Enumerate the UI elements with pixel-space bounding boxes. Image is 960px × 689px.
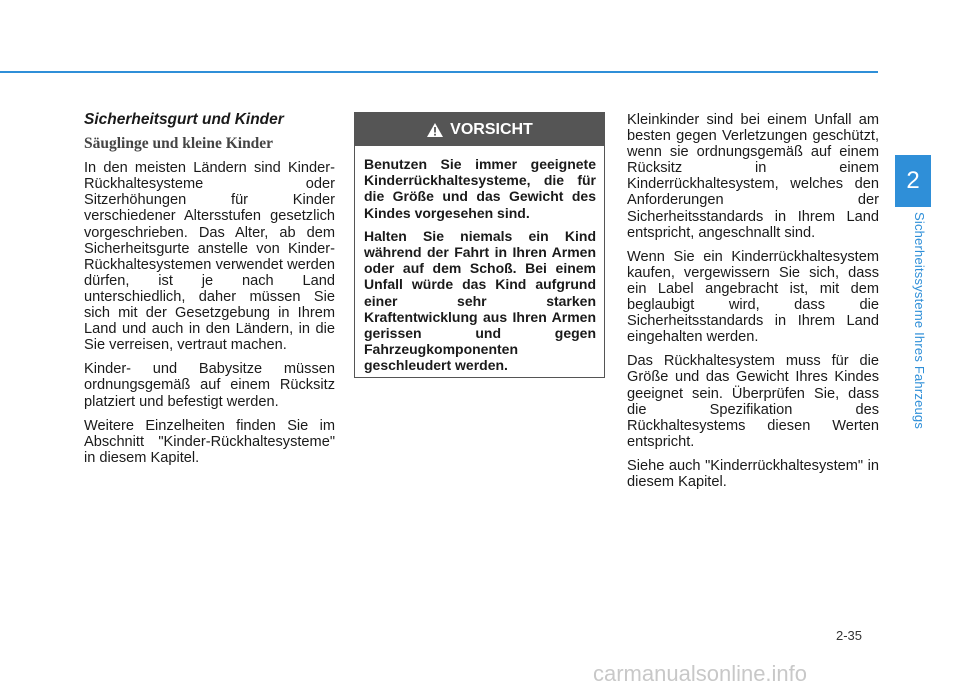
right-paragraph-2: Wenn Sie ein Kinderrückhaltesystem kaufen, vergewissern Sie sich, dass ein Label angebracht ist, mit dem beglaubigt wird, dass die Sicherheitsstandards in Ihrem Land eingehalten werden. [627, 248, 879, 346]
left-paragraph-1: In den meisten Ländern sind Kinder-Rückhaltesysteme oder Sitzerhöhungen für Kinder verschiedener Altersstufen gesetzlich vorgeschrieben. Das Alter, ab dem Sicherheitsgurte anstelle von Kinder-Rückhaltesystemen verwendet werden dürfen, ist je nach Land unterschiedlich, daher müssen Sie sich mit der Gesetzgebung in Ihrem Land und auch in den Ländern, in die Sie verreisen, vertraut machen. [84, 160, 335, 354]
caution-title: VORSICHT [450, 120, 533, 138]
chapter-number-tab: 2 [895, 155, 931, 207]
chapter-title-vertical: Sicherheitssysteme Ihres Fahrzeugs [912, 212, 927, 430]
header-rule [0, 71, 878, 73]
section-heading: Sicherheitsgurt und Kinder [84, 111, 284, 128]
caution-header [355, 113, 604, 146]
watermark: carmanualsonline.info [593, 661, 808, 686]
left-column [84, 112, 335, 474]
left-paragraph-3: Weitere Einzelheiten finden Sie im Abschnitt "Kinder-Rückhaltesysteme" in diesem Kapitel. [84, 417, 335, 466]
caution-paragraph-2: Halten Sie niemals ein Kind während der Fahrt in Ihren Armen oder auf dem Schoß. Bei einem Unfall würde das Kind aufgrund einer sehr starken Kraftentwicklung aus Ihren Armen gerissen und gegen Fahrzeugkomponenten geschleudert werden. [364, 227, 596, 374]
right-paragraph-4: Siehe auch "Kinderrückhaltesystem" in diesem Kapitel. [627, 457, 879, 490]
caution-box [354, 112, 605, 378]
section-subheading: Säuglinge und kleine Kinder [84, 135, 274, 153]
page-number: 2-35 [836, 628, 863, 643]
right-column [627, 112, 879, 498]
right-paragraph-3: Das Rückhaltesystem muss für die Größe und das Gewicht Ihres Kindes geeignet sein. Überprüfen Sie, dass die Spezifikation des Rückhaltesystems diesen Werten entspricht. [627, 353, 879, 450]
caution-paragraph-1: Benutzen Sie immer geeignete Kinderrückhaltesysteme, die für die Größe und das Gewicht des Kindes vorgesehen sind. [364, 156, 596, 221]
left-paragraph-2: Kinder- und Babysitze müssen ordnungsgemäß auf einem Rücksitz platziert und befestigt werden. [84, 361, 335, 410]
warning-triangle-icon [426, 122, 444, 138]
right-paragraph-1: Kleinkinder sind bei einem Unfall am besten gegen Verletzungen geschützt, wenn sie ordnungsgemäß auf einem Rücksitz in einem Kinderrückhaltesystem, welches den Anforderungen der Sicherheitsstandards in Ihrem Land entspricht, angeschnallt sind. [627, 112, 879, 241]
caution-body [355, 146, 604, 374]
